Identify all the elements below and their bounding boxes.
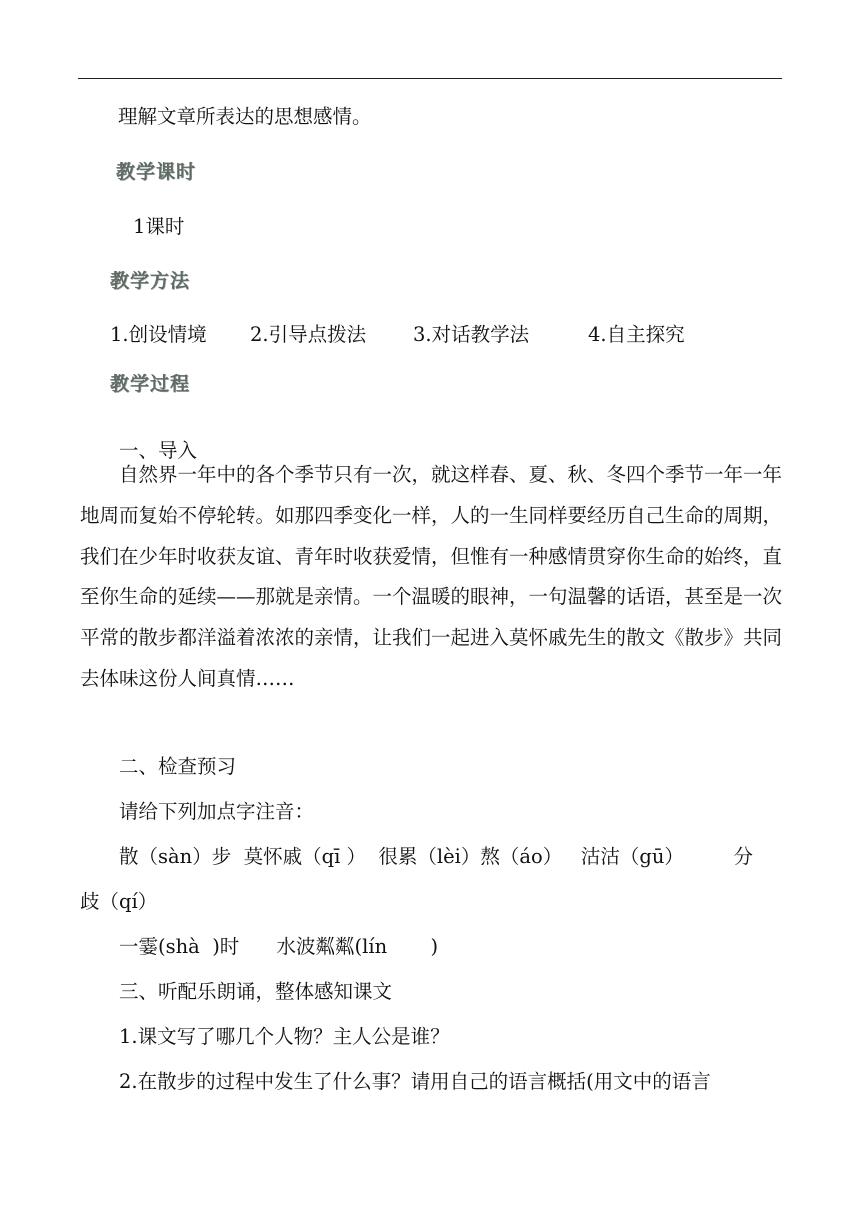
question-item: 2.在散步的过程中发生了什么事？请用自己的语言概括(用文中的语言 bbox=[119, 1070, 711, 1093]
question-item: 1.课文写了哪几个人物？主人公是谁？ bbox=[119, 1025, 450, 1048]
method-item: 3.对话教学法 bbox=[413, 323, 530, 346]
teaching-hours-value: 1课时 bbox=[133, 215, 185, 238]
method-item: 2.引导点拨法 bbox=[250, 323, 367, 346]
pinyin-row: 散（sàn）步 莫怀戚（qī ） 很累（lèi）熬（áo） 沽沽（gū） 分 bbox=[119, 845, 754, 868]
heading-teaching-methods: 教学方法 bbox=[110, 270, 191, 292]
section-heading-reading: 三、听配乐朗诵，整体感知课文 bbox=[119, 980, 393, 1003]
pinyin-row: 一霎(shà )时 水波粼粼(lín ) bbox=[119, 935, 439, 958]
objective-end-text: 理解文章所表达的思想感情。 bbox=[118, 105, 372, 128]
method-item: 4.自主探究 bbox=[588, 323, 685, 346]
preview-prompt: 请给下列加点字注音： bbox=[119, 800, 315, 823]
section-heading-intro: 一、导入 bbox=[119, 439, 198, 462]
header-rule bbox=[78, 78, 782, 79]
method-item: 1.创设情境 bbox=[110, 323, 207, 346]
intro-paragraph: 自然界一年中的各个季节只有一次，就这样春、夏、秋、冬四个季节一年一年地周而复始不停轮转。如那四季变化一样，人的一生同样要经历自己生命的周期，我们在少年时收获友谊、青年时收获爱情，但惟有一种感情贯穿你生命的始终，直至你生命的延续——那就是亲情。一个温暖的眼神，一句温馨的话语，甚至是一次平常的散步都洋溢着浓浓的亲情，让我们一起进入莫怀戚先生的散文《散步》共同去体味这份人间真情…… bbox=[80, 463, 783, 690]
section-heading-preview: 二、检查预习 bbox=[119, 755, 237, 778]
pinyin-row: 歧（qí） bbox=[80, 890, 158, 913]
heading-teaching-hours: 教学课时 bbox=[116, 161, 197, 183]
heading-teaching-process: 教学过程 bbox=[110, 373, 191, 395]
